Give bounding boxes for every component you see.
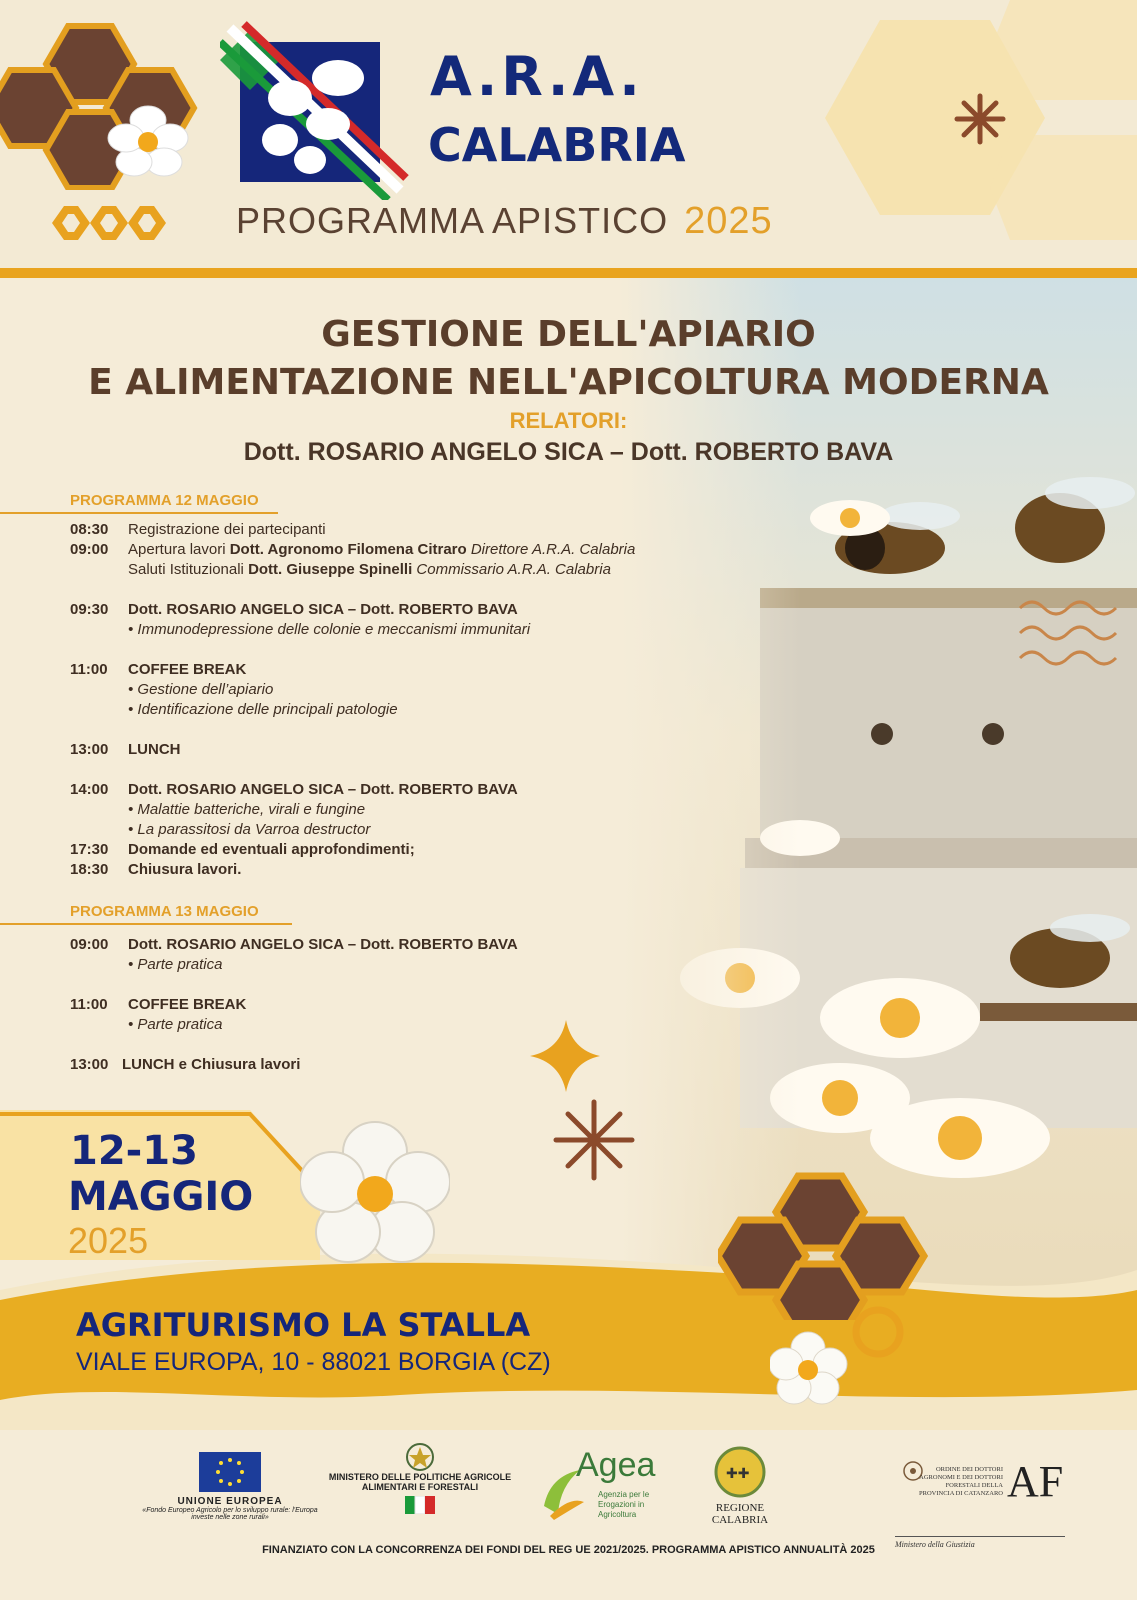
ministero-giustizia: Ministero della Giustizia [895,1540,975,1549]
row-topic: • Malattie batteriche, virali e fungine [128,801,366,818]
honeycomb-icon [718,1170,938,1320]
ordine-mark: AF [1007,1457,1064,1506]
row-text: Saluti Istituzionali [128,561,249,578]
event-title-line2: E ALIMENTAZIONE NELL'APICOLTURA MODERNA [88,362,1049,403]
ordine-logo [895,1456,1065,1537]
event-days: 12-13 [70,1128,198,1174]
eu-name: UNIONE EUROPEA [177,1496,283,1507]
agea-name: Agea [576,1446,656,1484]
agea-desc: Agenzia per le Erogazioni in Agricoltura [598,1490,650,1519]
row-text: Domande ed eventuali approfondimenti; [128,841,415,858]
schedule-row [70,1055,300,1075]
footer-note: FINANZIATO CON LA CONCORRENZA DEI FONDI DEL REG UE 2021/2025. PROGRAMMA APISTICO ANNUALITÀ 2025 [262,1544,875,1556]
day2-rule [0,923,292,925]
row-person: Dott. Agronomo Filomena Citraro [229,541,467,558]
row-time: 17:30 [70,841,109,858]
row-text: LUNCH [128,741,181,758]
row-time: 09:30 [70,601,109,618]
eu-logo [140,1452,320,1521]
row-time: 11:00 [70,996,108,1013]
ordine-name: ORDINE DEI DOTTORI AGRONOMI E DEI DOTTORI FORESTALI DELLA PROVINCIA DI CATANZARO [919,1466,1003,1497]
schedule-row [70,740,181,760]
agea-logo [540,1446,670,1526]
row-topic: • Identificazione delle principali patologie [128,701,398,718]
schedule-row [70,520,326,540]
republic-emblem-icon [405,1442,435,1472]
eu-flag-icon [199,1452,261,1492]
row-topic: • Immunodepressione delle colonie e meccanismi immunitari [128,621,531,638]
row-role: Direttore A.R.A. Calabria [466,541,636,558]
schedule-row [70,995,246,1015]
header-divider [0,268,1137,278]
regione-crest-icon [714,1446,766,1498]
program-label: PROGRAMMA APISTICO [236,200,669,241]
day1-rule [0,512,278,514]
schedule-row [70,660,246,680]
schedule-row [70,840,415,860]
sparkle-icon [530,1020,650,1185]
row-text: Dott. ROSARIO ANGELO SICA – Dott. ROBERTO BAVA [128,601,518,618]
row-text: Dott. ROSARIO ANGELO SICA – Dott. ROBERTO BAVA [128,781,518,798]
row-person: Dott. Giuseppe Spinelli [248,561,413,578]
svg-text:✚✚: ✚✚ [726,1466,750,1482]
program-year: 2025 [684,200,773,242]
speakers-names: Dott. ROSARIO ANGELO SICA – Dott. ROBERTO BAVA [243,438,894,466]
row-time: 08:30 [70,521,109,538]
schedule-row [128,560,611,580]
row-time: 09:00 [70,936,109,953]
schedule-row [70,780,518,800]
row-time: 13:00 [70,1056,109,1073]
regione-logo [690,1446,790,1526]
schedule-row [70,935,518,955]
row-text: Registrazione dei partecipanti [128,521,326,538]
row-text: Apertura lavori [128,541,230,558]
row-time: 09:00 [70,541,109,558]
ara-logo-icon [220,20,410,200]
schedule-row [70,860,241,880]
day1-heading: PROGRAMMA 12 MAGGIO [70,492,259,509]
speakers-label: RELATORI: [509,408,628,433]
header [0,0,1137,270]
ministry-line2: ALIMENTARI E FORESTALI [361,1482,479,1492]
event-title-line1: GESTIONE DELL'APIARIO [321,314,816,355]
row-text: COFFEE BREAK [128,996,247,1013]
venue-address: VIALE EUROPA, 10 - 88021 BORGIA (CZ) [76,1348,551,1376]
row-text: LUNCH e Chiusura lavori [122,1056,301,1073]
day2-heading: PROGRAMMA 13 MAGGIO [70,903,259,920]
program-line [236,200,773,243]
row-text: Dott. ROSARIO ANGELO SICA – Dott. ROBERTO BAVA [128,936,518,953]
schedule-row [70,600,518,620]
row-time: 14:00 [70,781,109,798]
row-time: 18:30 [70,861,109,878]
row-time: 11:00 [70,661,108,678]
row-topic: • La parassitosi da Varroa destructor [128,821,371,838]
regione-name: REGIONE CALABRIA [711,1502,769,1526]
small-flower-icon [770,1300,910,1420]
schedule-row [70,540,635,560]
row-topic: • Parte pratica [128,1016,223,1033]
honeycomb-icon [0,20,215,190]
row-time: 13:00 [70,741,109,758]
row-topic: • Gestione dell’apiario [128,681,274,698]
ministry-line1: MINISTERO DELLE POLITICHE AGRICOLE [328,1472,512,1482]
row-text: COFFEE BREAK [128,661,247,678]
org-subtitle: CALABRIA [428,118,686,172]
venue-name: AGRITURISMO LA STALLA [76,1306,531,1344]
italy-flag-icon [405,1496,435,1514]
row-topic: • Parte pratica [128,956,223,973]
eu-fund: «Fondo Europeo Agricolo per lo sviluppo rurale: l'Europa investe nelle zone rurali» [142,1507,318,1521]
event-month: MAGGIO [68,1174,254,1220]
flower-icon [300,1120,450,1270]
row-text: Chiusura lavori. [128,861,242,878]
org-title: A.R.A. [430,45,644,108]
ministry-logo [305,1442,535,1514]
row-role: Commissario A.R.A. Calabria [412,561,611,578]
event-year: 2025 [68,1220,149,1261]
ornament-icon [52,206,167,240]
